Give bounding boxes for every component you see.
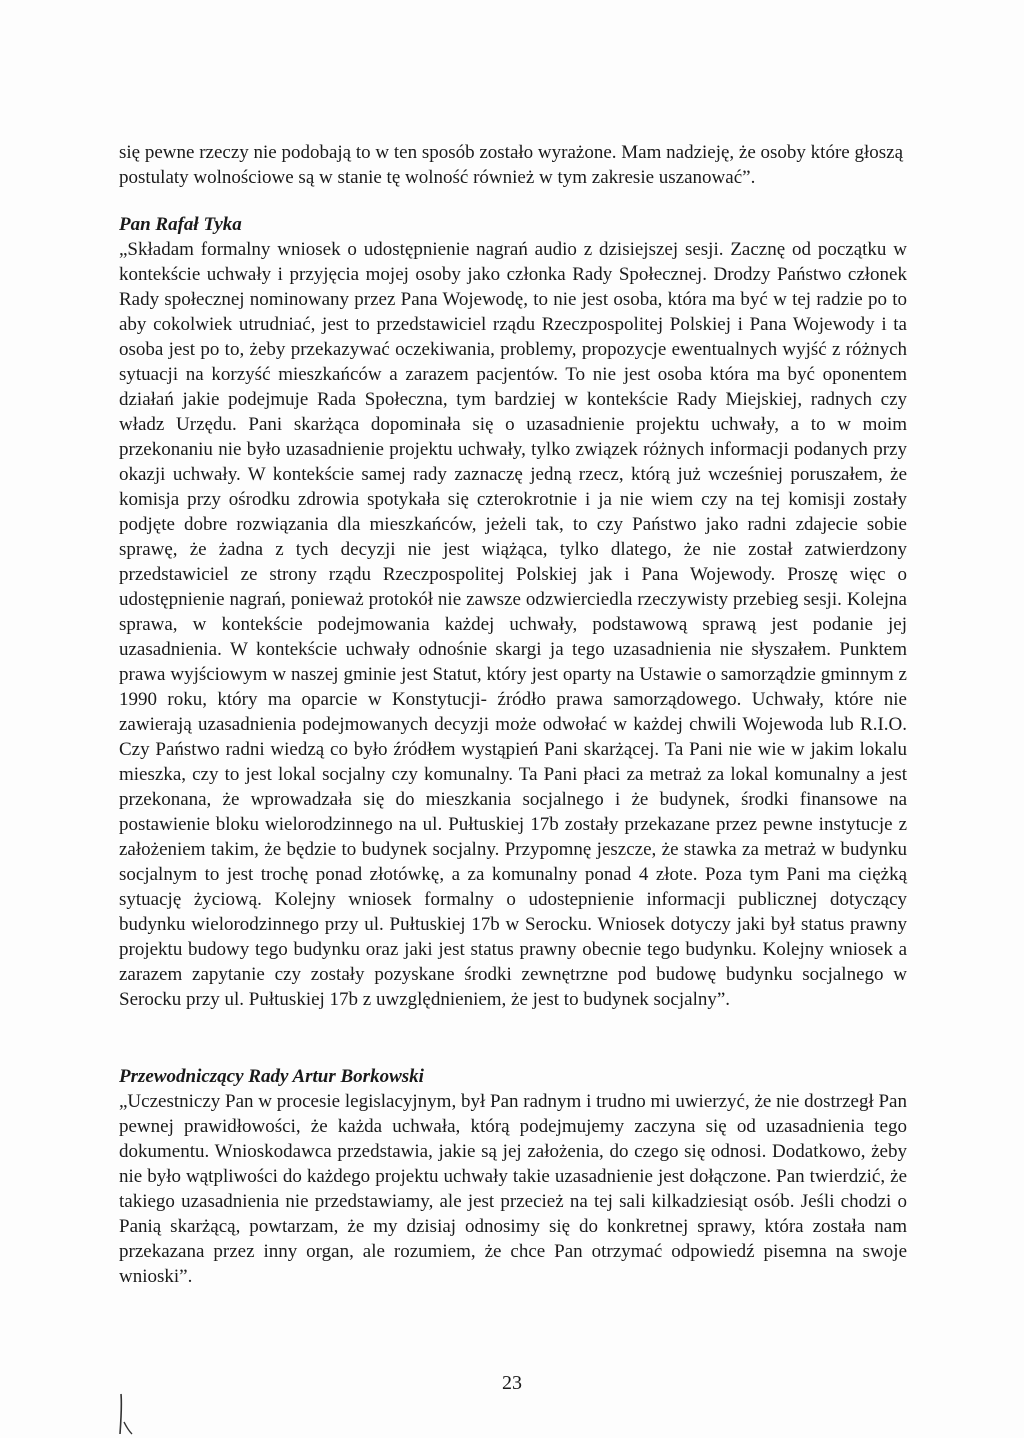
intro-paragraph: się pewne rzeczy nie podobają to w ten sposób zostało wyrażone. Mam nadzieję, że osoby które głoszą postulaty wolnościowe są w stanie tę wolność również w tym zakresie uszanować”. xyxy=(119,142,904,188)
speech-paragraph: „Uczestniczy Pan w procesie legislacyjnym, był Pan radnym i trudno mi uwierzyć, że nie dostrzegł Pan pewnej prawidłowości, że każda uchwała, którą podejmujemy zaczyna się od uzasadnienia tego dokumentu. Wnioskodawca przedstawia, jakie są jej założenia, do czego się odnosi. Dodatkowo, żeby nie było wątpliwości do każdego projektu uchwały takie uzasadnienie jest dołączone. Pan twierdzić, że takiego uzasadnienia nie przedstawiamy, ale jest przecież na tej sali kilkadziesiąt osób. Jeśli chodzi o Panią skarżącą, powtarzam, że my dzisiaj odnosimy się do konkretnej sprawy, która została nam przekazana przez inny organ, ale rozumiem, że chce Pan otrzymać odpowiedź pisemna na swoje wnioski”. xyxy=(119,1091,907,1287)
speaker-name: Pan Rafał Tyka xyxy=(119,214,242,235)
speech-section-borkowski xyxy=(119,1064,907,1289)
document-body xyxy=(119,140,907,1289)
speech-paragraph: „Składam formalny wniosek o udostępnienie nagrań audio z dzisiejszej sesji. Zacznę od początku w kontekście uchwały i przyjęcia mojej osoby jako członka Rady Społecznej. Drodzy Państwo członek Rady społecznej nominowany przez Pana Wojewodę, to nie jest osoba, która ma być w tej radzie po to aby cokolwiek utrudniać, jest to przedstawiciel rządu Rzeczpospolitej Polskiej i Pana Wojewody i ta osoba jest po to, żeby przekazywać oczekiwania, problemy, propozycje ewentualnych wyjść z różnych sytuacji na korzyść mieszkańców a zarazem pacjentów. To nie jest osoba która ma być oponentem działań jakie podejmuje Rada Społeczna, tym bardziej w kontekście Rady Miejskiej, radnych czy władz Urzędu. Pani skarżąca dopominała się o uzasadnienie projektu uchwały, a to w moim przekonaniu nie było uzasadnienie projektu uchwały, tylko związek różnych informacji podanych przy okazji uchwały. W kontekście samej rady zaznaczę jedną rzecz, którą już wcześniej poruszałem, że komisja przy ośrodku zdrowia spotykała się czterokrotnie i ja nie wiem czy na tej komisji zostały podjęte dobre rozwiązania dla mieszkańców, jeżeli tak, to czy Państwo jako radni zdajecie sobie sprawę, że żadna z tych decyzji nie jest wiążąca, tylko dlatego, że nie został zatwierdzony przedstawiciel ze strony rządu Rzeczpospolitej Polskiej jak i Pana Wojewody. Proszę więc o udostępnienie nagrań, ponieważ protokół nie zawsze odzwierciedla rzeczywisty przebieg sesji. Kolejna sprawa, w kontekście podejmowania każdej uchwały, podstawową sprawą jest podanie jej uzasadnienia. W kontekście uchwały odnośnie skargi ja tego uzasadnienia nie słyszałem. Punktem prawa wyjściowym w naszej gminie jest Statut, który jest oparty na Ustawie o samorządzie gminnym z 1990 roku, który ma oparcie w Konstytucji- źródło prawa samorządowego. Uchwały, które nie zawierają uzasadnienia podejmowanych decyzji może odwołać w każdej chwili Wojewoda lub R.I.O. Czy Państwo radni wiedzą co było źródłem wystąpień Pani skarżącej. Ta Pani nie wie w jakim lokalu mieszka, czy to jest lokal socjalny czy komunalny. Ta Pani płaci za metraż za lokal komunalny a jest przekonana, że wprowadzała się do mieszkania socjalnego i że budynek, środki finansowe na postawienie bloku wielorodzinnego na ul. Pułtuskiej 17b zostały przekazane przez pewne instytucje z założeniem takim, że będzie to budynek socjalny. Przypomnę jeszcze, że stawka za metraż w budynku socjalnym to jest trochę ponad złotówkę, a za komunalny ponad 4 złote. Poza tym Pani ma ciężką sytuację życiową. Kolejny wniosek formalny o udostepnienie informacji publicznej dotyczący budynku wielorodzinnego przy ul. Pułtuskiej 17b w Serocku. Wniosek dotyczy jaki był status prawny projektu budowy tego budynku oraz jaki jest status prawny obecnie tego budynku. Kolejny wniosek a zarazem zapytanie czy zostały pozyskane środki zewnętrzne pod budowę budynku socjalnego w Serocku przy ul. Pułtuskiej 17b z uwzględnieniem, że jest to budynek socjalny”. xyxy=(119,239,907,1010)
speaker-name: Przewodniczący Rady Artur Borkowski xyxy=(119,1066,424,1087)
handwritten-initial-mark xyxy=(114,1392,144,1436)
speech-section-tyka xyxy=(119,212,907,1012)
page-number: 23 xyxy=(502,1372,522,1394)
